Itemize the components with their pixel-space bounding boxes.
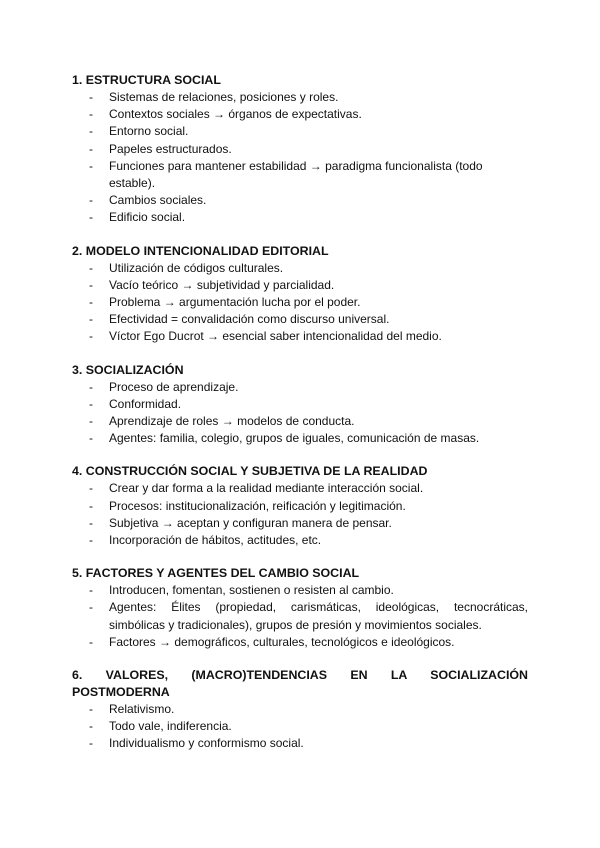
list-item-text: Agentes: familia, colegio, grupos de iguales, comunicación de masas. (109, 431, 480, 446)
bullet-list (72, 379, 528, 448)
bullet-dash: - (89, 719, 93, 734)
list-item-text: Funciones para mantener estabilidad → paradigma funcionalista (todo estable). (109, 158, 483, 191)
list-item (72, 701, 528, 718)
list-item (72, 515, 528, 532)
section-socializacion (72, 362, 528, 448)
section-heading: 3. SOCIALIZACIÓN (72, 362, 184, 377)
list-item-text: Vacío teórico → subjetividad y parcialidad. (109, 277, 335, 292)
bullet-list (72, 260, 528, 346)
bullet-dash: - (89, 260, 93, 275)
list-item-text: Introducen, fomentan, sostienen o resisten al cambio. (109, 583, 394, 598)
list-item (72, 89, 528, 106)
bullet-dash: - (89, 312, 93, 327)
list-item-text: Problema → argumentación lucha por el poder. (109, 295, 361, 310)
bullet-dash: - (89, 295, 93, 310)
list-item-text: Aprendizaje de roles → modelos de conducta. (109, 414, 355, 429)
list-item (72, 582, 528, 599)
list-item-text: Entorno social. (109, 124, 189, 139)
list-item (72, 413, 528, 430)
list-item-text: Efectividad = convalidación como discurso universal. (109, 312, 390, 327)
list-item-text: Cambios sociales. (109, 193, 207, 208)
bullet-list (72, 582, 528, 651)
bullet-dash: - (89, 431, 93, 446)
list-item (72, 498, 528, 515)
bullet-dash: - (89, 583, 93, 598)
list-item (72, 735, 528, 752)
bullet-list (72, 89, 528, 227)
list-item (72, 106, 528, 123)
bullet-dash: - (89, 533, 93, 548)
list-item (72, 311, 528, 328)
list-item (72, 192, 528, 209)
section-heading: 2. MODELO INTENCIONALIDAD EDITORIAL (72, 243, 329, 258)
section-modelo-intencionalidad (72, 243, 528, 346)
bullet-dash: - (89, 379, 93, 394)
bullet-dash: - (89, 210, 93, 225)
bullet-list (72, 480, 528, 549)
section-estructura-social (72, 72, 528, 227)
list-item-text: Proceso de aprendizaje. (109, 379, 239, 394)
bullet-dash: - (89, 600, 93, 615)
section-heading: 5. FACTORES Y AGENTES DEL CAMBIO SOCIAL (72, 566, 360, 581)
list-item (72, 123, 528, 140)
list-item (72, 396, 528, 413)
list-item (72, 480, 528, 497)
list-item-text: Edificio social. (109, 210, 186, 225)
bullet-dash: - (89, 498, 93, 513)
list-item (72, 158, 528, 192)
bullet-dash: - (89, 515, 93, 530)
list-item-text: Subjetiva → aceptan y configuran manera de pensar. (109, 515, 392, 530)
bullet-dash: - (89, 90, 93, 104)
bullet-dash: - (89, 736, 93, 751)
section-construccion-social (72, 463, 528, 549)
list-item-text: Crear y dar forma a la realidad mediante interacción social. (109, 481, 424, 496)
bullet-dash: - (89, 481, 93, 496)
list-item-text: Todo vale, indiferencia. (109, 719, 232, 734)
bullet-dash: - (89, 277, 93, 292)
bullet-dash: - (89, 141, 93, 156)
list-item-text: Contextos sociales → órganos de expectativas. (109, 107, 362, 122)
list-item (72, 430, 528, 447)
bullet-dash: - (89, 329, 93, 344)
bullet-dash: - (89, 702, 93, 717)
list-item (72, 599, 528, 633)
list-item-text: Papeles estructurados. (109, 141, 232, 156)
bullet-dash: - (89, 107, 93, 122)
bullet-dash: - (89, 124, 93, 139)
list-item-text: Factores → demográficos, culturales, tecnológicos e ideológicos. (109, 634, 455, 649)
bullet-list (72, 701, 528, 753)
list-item-text: Relativismo. (109, 702, 175, 717)
list-item (72, 294, 528, 311)
bullet-dash: - (89, 396, 93, 411)
section-heading: 1. ESTRUCTURA SOCIAL (72, 73, 221, 87)
list-item (72, 718, 528, 735)
bullet-dash: - (89, 193, 93, 208)
bullet-dash: - (89, 158, 93, 173)
bullet-dash: - (89, 634, 93, 649)
list-item (72, 532, 528, 549)
section-heading: 4. CONSTRUCCIÓN SOCIAL Y SUBJETIVA DE LA REALIDAD (72, 464, 428, 479)
list-item-text: Sistemas de relaciones, posiciones y roles. (109, 90, 339, 104)
list-item-text: Individualismo y conformismo social. (109, 736, 304, 751)
list-item (72, 379, 528, 396)
list-item-text: Utilización de códigos culturales. (109, 260, 284, 275)
section-factores-agentes (72, 565, 528, 651)
list-item (72, 634, 528, 651)
list-item (72, 141, 528, 158)
list-item (72, 277, 528, 294)
list-item-text: Agentes: Élites (propiedad, carismáticas, ideológicas, tecnocráticas, simbólicas y tradicionales), grupos de presión y movimientos sociales. (109, 600, 528, 632)
document-page (72, 72, 528, 769)
list-item (72, 260, 528, 277)
list-item (72, 209, 528, 226)
section-heading: 6. VALORES, (MACRO)TENDENCIAS EN LA SOCIALIZACIÓN POSTMODERNA (72, 668, 528, 700)
list-item-text: Víctor Ego Ducrot → esencial saber intencionalidad del medio. (109, 329, 442, 344)
section-valores-tendencias (72, 667, 528, 753)
list-item (72, 328, 528, 345)
list-item-text: Incorporación de hábitos, actitudes, etc. (109, 533, 322, 548)
list-item-text: Procesos: institucionalización, reificación y legitimación. (109, 498, 406, 513)
list-item-text: Conformidad. (109, 396, 182, 411)
bullet-dash: - (89, 414, 93, 429)
